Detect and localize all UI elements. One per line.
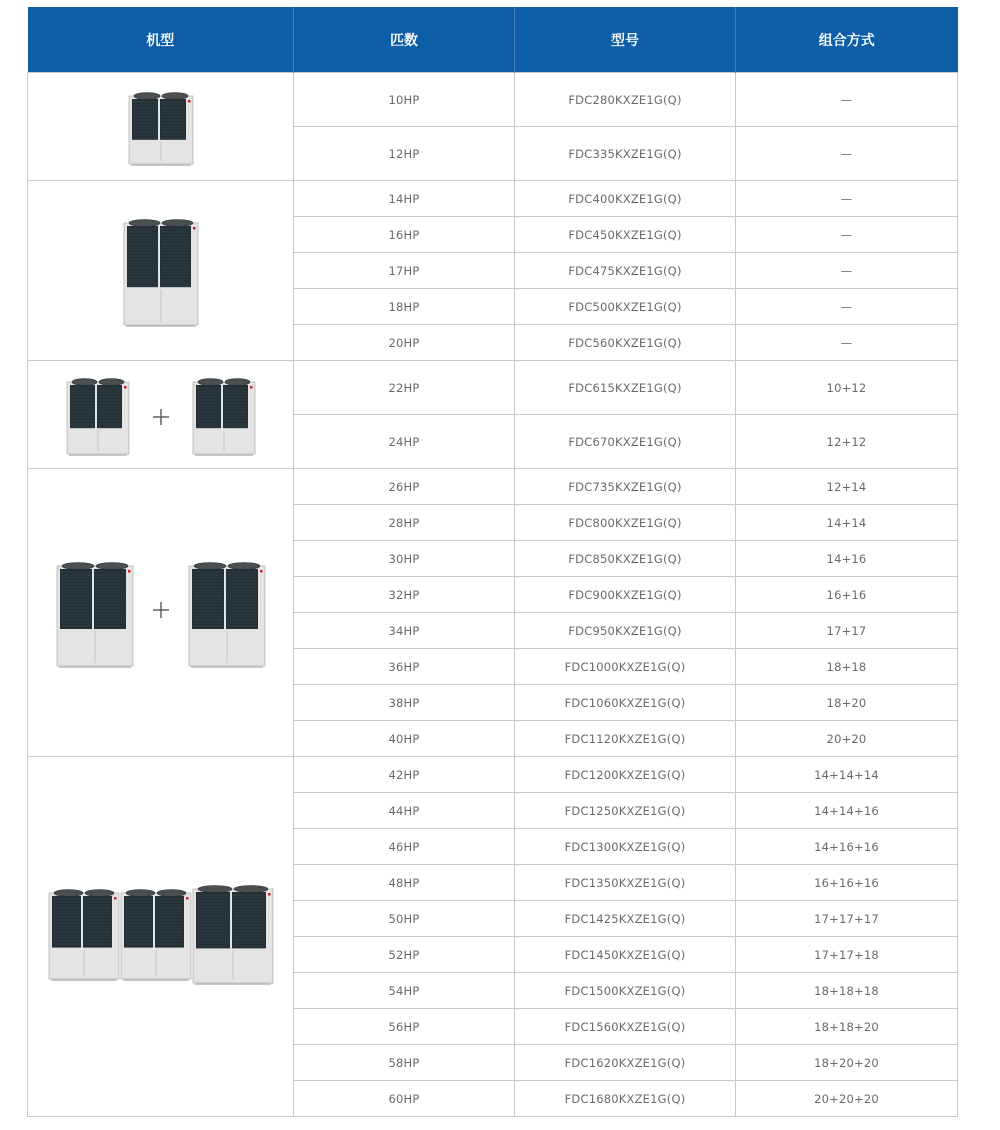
- model-cell: FDC1500KXZE1G(Q): [515, 973, 736, 1009]
- model-cell: FDC1250KXZE1G(Q): [515, 793, 736, 829]
- combo-cell: 14+14+16: [736, 793, 958, 829]
- model-cell: FDC735KXZE1G(Q): [515, 469, 736, 505]
- hp-cell: 50HP: [294, 901, 515, 937]
- combo-cell: 14+14+14: [736, 757, 958, 793]
- combo-cell: —: [736, 217, 958, 253]
- combo-cell: 20+20: [736, 721, 958, 757]
- combo-cell: 18+20+20: [736, 1045, 958, 1081]
- hp-cell: 30HP: [294, 541, 515, 577]
- model-cell: FDC1300KXZE1G(Q): [515, 829, 736, 865]
- model-cell: FDC400KXZE1G(Q): [515, 181, 736, 217]
- table-row: [28, 181, 958, 217]
- model-cell: FDC1350KXZE1G(Q): [515, 865, 736, 901]
- combo-cell: 12+14: [736, 469, 958, 505]
- hp-cell: 52HP: [294, 937, 515, 973]
- model-cell: FDC500KXZE1G(Q): [515, 289, 736, 325]
- spec-table: [27, 7, 958, 1117]
- hp-cell: 28HP: [294, 505, 515, 541]
- model-cell: FDC1620KXZE1G(Q): [515, 1045, 736, 1081]
- hp-cell: 40HP: [294, 721, 515, 757]
- three-large-units-image: [45, 881, 277, 993]
- unit-image-cell: [28, 757, 294, 1117]
- hp-cell: 20HP: [294, 325, 515, 361]
- hp-cell: 34HP: [294, 613, 515, 649]
- hp-cell: 36HP: [294, 649, 515, 685]
- combo-cell: 12+12: [736, 415, 958, 469]
- plus-icon: [153, 602, 169, 618]
- hp-cell: 10HP: [294, 73, 515, 127]
- table-row: [28, 757, 958, 793]
- combo-cell: 16+16: [736, 577, 958, 613]
- single-unit-large-image: [121, 215, 201, 327]
- model-cell: FDC280KXZE1G(Q): [515, 73, 736, 127]
- table-row: [28, 73, 958, 127]
- two-large-units-image: [53, 556, 269, 670]
- header-model: 型号: [515, 7, 736, 73]
- model-cell: FDC1200KXZE1G(Q): [515, 757, 736, 793]
- outdoor-unit-icon: [193, 885, 273, 985]
- header-horsepower: 匹数: [294, 7, 515, 73]
- outdoor-unit-icon: [193, 378, 255, 456]
- model-cell: FDC335KXZE1G(Q): [515, 127, 736, 181]
- hp-cell: 42HP: [294, 757, 515, 793]
- unit-image-cell: [28, 361, 294, 469]
- hp-cell: 22HP: [294, 361, 515, 415]
- plus-icon: [153, 409, 169, 425]
- model-cell: FDC800KXZE1G(Q): [515, 505, 736, 541]
- combo-cell: 18+20: [736, 685, 958, 721]
- hp-cell: 18HP: [294, 289, 515, 325]
- hp-cell: 54HP: [294, 973, 515, 1009]
- combo-cell: 16+16+16: [736, 865, 958, 901]
- model-cell: FDC1000KXZE1G(Q): [515, 649, 736, 685]
- hp-cell: 32HP: [294, 577, 515, 613]
- model-cell: FDC560KXZE1G(Q): [515, 325, 736, 361]
- combo-cell: —: [736, 289, 958, 325]
- hp-cell: 16HP: [294, 217, 515, 253]
- model-cell: FDC1680KXZE1G(Q): [515, 1081, 736, 1117]
- two-small-units-image: [61, 372, 261, 458]
- unit-image-cell: [28, 73, 294, 181]
- unit-image-cell: [28, 469, 294, 757]
- model-cell: FDC450KXZE1G(Q): [515, 217, 736, 253]
- hp-cell: 56HP: [294, 1009, 515, 1045]
- combo-cell: —: [736, 181, 958, 217]
- outdoor-unit-icon: [189, 562, 265, 668]
- hp-cell: 38HP: [294, 685, 515, 721]
- combo-cell: 14+14: [736, 505, 958, 541]
- combo-cell: 18+18+20: [736, 1009, 958, 1045]
- outdoor-unit-icon: [124, 219, 198, 327]
- unit-image-cell: [28, 181, 294, 361]
- combo-cell: 17+17+18: [736, 937, 958, 973]
- header-combination: 组合方式: [736, 7, 958, 73]
- combo-cell: 17+17: [736, 613, 958, 649]
- hp-cell: 58HP: [294, 1045, 515, 1081]
- outdoor-unit-icon: [129, 92, 193, 166]
- outdoor-unit-icon: [121, 889, 191, 981]
- table-header: [28, 7, 958, 73]
- hp-cell: 17HP: [294, 253, 515, 289]
- table-row: [28, 361, 958, 415]
- outdoor-unit-icon: [67, 378, 129, 456]
- combo-cell: 18+18+18: [736, 973, 958, 1009]
- combo-cell: 17+17+17: [736, 901, 958, 937]
- table-row: [28, 469, 958, 505]
- combo-cell: 14+16+16: [736, 829, 958, 865]
- model-cell: FDC670KXZE1G(Q): [515, 415, 736, 469]
- model-cell: FDC1060KXZE1G(Q): [515, 685, 736, 721]
- combo-cell: —: [736, 127, 958, 181]
- combo-cell: 18+18: [736, 649, 958, 685]
- combo-cell: 20+20+20: [736, 1081, 958, 1117]
- hp-cell: 44HP: [294, 793, 515, 829]
- model-cell: FDC1560KXZE1G(Q): [515, 1009, 736, 1045]
- hp-cell: 46HP: [294, 829, 515, 865]
- model-cell: FDC1450KXZE1G(Q): [515, 937, 736, 973]
- combo-cell: 14+16: [736, 541, 958, 577]
- model-cell: FDC850KXZE1G(Q): [515, 541, 736, 577]
- outdoor-unit-icon: [57, 562, 133, 668]
- combo-cell: —: [736, 73, 958, 127]
- hp-cell: 48HP: [294, 865, 515, 901]
- outdoor-unit-icon: [49, 889, 119, 981]
- single-unit-small-image: [126, 88, 196, 166]
- model-cell: FDC950KXZE1G(Q): [515, 613, 736, 649]
- combo-cell: 10+12: [736, 361, 958, 415]
- combo-cell: —: [736, 325, 958, 361]
- model-cell: FDC475KXZE1G(Q): [515, 253, 736, 289]
- model-cell: FDC900KXZE1G(Q): [515, 577, 736, 613]
- header-unit-type: 机型: [28, 7, 294, 73]
- hp-cell: 14HP: [294, 181, 515, 217]
- header-row: [28, 7, 958, 73]
- model-cell: FDC1120KXZE1G(Q): [515, 721, 736, 757]
- hp-cell: 12HP: [294, 127, 515, 181]
- hp-cell: 26HP: [294, 469, 515, 505]
- table-body: [28, 73, 958, 1117]
- model-cell: FDC1425KXZE1G(Q): [515, 901, 736, 937]
- hp-cell: 60HP: [294, 1081, 515, 1117]
- hp-cell: 24HP: [294, 415, 515, 469]
- model-cell: FDC615KXZE1G(Q): [515, 361, 736, 415]
- combo-cell: —: [736, 253, 958, 289]
